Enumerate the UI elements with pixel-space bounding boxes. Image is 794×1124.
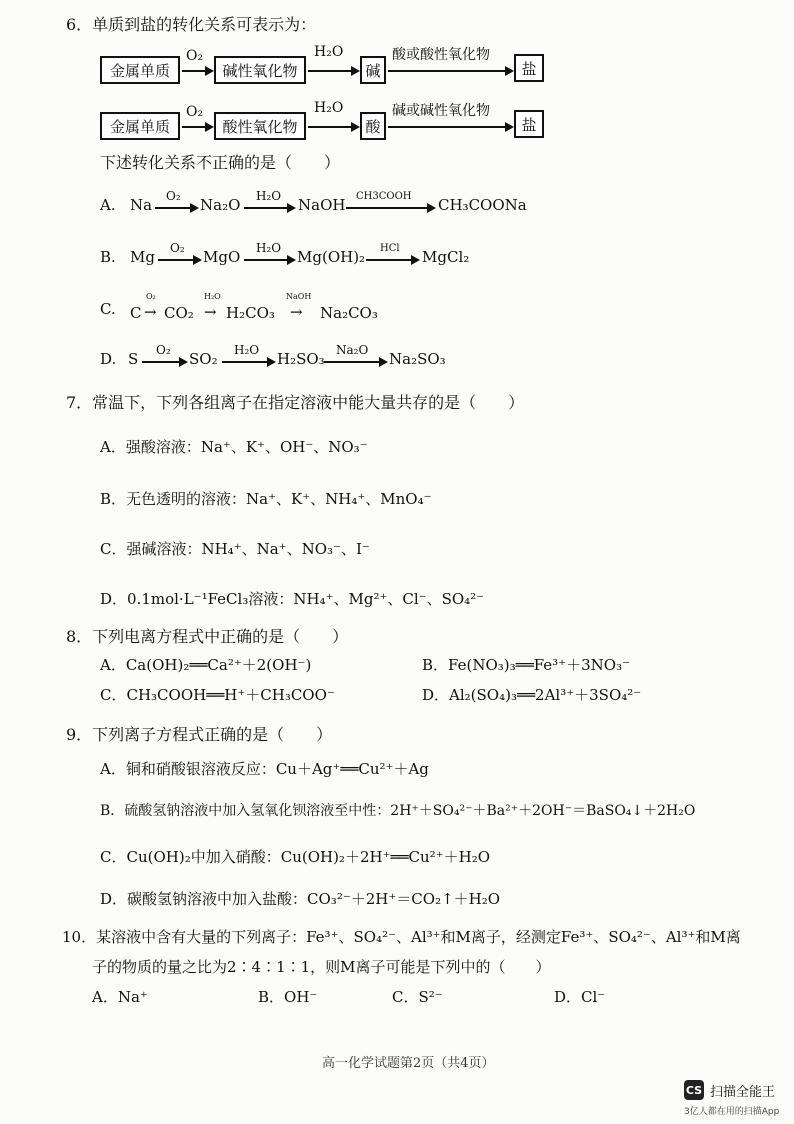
q6-d-r1: O₂ [156,343,171,357]
q8-option-c: C．CH₃COOH══H⁺＋CH₃COO⁻ [100,686,335,704]
q6-row1-box-basic-oxide: 碱性氧化物 [214,56,306,84]
q8-option-d: D．Al₂(SO₄)₃══2Al³⁺＋3SO₄²⁻ [422,686,642,704]
q6-row1-arrow3-label: 酸或酸性氧化物 [392,47,490,63]
q6-a-s4: CH₃COONa [438,196,527,214]
q6-d-s3: H₂SO₃ [277,350,325,368]
q6-b-s3: Mg(OH)₂ [297,248,366,266]
q6-row2-box-acidic-oxide: 酸性氧化物 [214,112,306,140]
q10-option-a: A．Na⁺ [92,988,148,1006]
q6-c-r3: NaOH [286,292,312,301]
scanner-logo-icon: CS [684,1080,704,1100]
q6-row2-arrow3-label: 碱或碱性氧化物 [392,103,490,119]
q6-a-arrow1 [155,207,197,209]
q6-row2-box-acid: 酸 [360,112,386,140]
q6-row2-arrow2-label: H₂O [314,100,344,116]
q6-row1-box-salt: 盐 [514,54,544,82]
q6-row1-arrow2-label: H₂O [314,44,344,60]
q6-a-letter: A. [100,196,116,214]
q7-option-c: C．强碱溶液：NH₄⁺、Na⁺、NO₃⁻、I⁻ [100,540,370,558]
q6-c-s2: CO₂ [164,304,194,322]
q6-row1-arrow3 [388,70,512,72]
q6-d-r3: Na₂O [336,343,369,357]
q6-stem: 6．单质到盐的转化关系可表示为： [66,15,317,34]
q8-option-a: A．Ca(OH)₂══Ca²⁺＋2(OH⁻) [100,656,312,674]
q6-b-r3: HCl [380,243,400,254]
q10-option-d: D．Cl⁻ [554,988,606,1006]
page-footer: 高一化学试题第2页（共4页） [322,1056,495,1071]
q6-row2-arrow1 [182,126,212,128]
q8-option-b: B．Fe(NO₃)₃══Fe³⁺＋3NO₃⁻ [422,656,630,674]
q9-option-b: B．硫酸氢钠溶液中加入氢氧化钡溶液至中性：2H⁺＋SO₄²⁻＋Ba²⁺＋2OH⁻＝BaSO₄↓＋2H₂O [100,803,696,819]
q6-c-r1: O₂ [146,292,156,301]
q9-option-a: A．铜和硝酸银溶液反应：Cu＋Ag⁺══Cu²⁺＋Ag [100,760,429,778]
q6-b-r2: H₂O [256,241,282,255]
q6-b-letter: B. [100,248,116,266]
q9-option-c: C．Cu(OH)₂中加入硝酸：Cu(OH)₂＋2H⁺══Cu²⁺＋H₂O [100,848,491,866]
q6-b-s2: MgO [203,248,241,266]
q10-option-c: C．S²⁻ [392,988,443,1006]
q6-row1-arrow2 [308,70,358,72]
q7-option-a: A．强酸溶液：Na⁺、K⁺、OH⁻、NO₃⁻ [100,438,368,456]
q6-a-s3: NaOH [298,196,346,214]
q10-stem-line2: 子的物质的量之比为2∶4∶1∶1，则M离子可能是下列中的（ ） [92,958,551,976]
q6-c-letter: C. [100,300,116,318]
q6-d-s4: Na₂SO₃ [389,350,446,368]
q6-a-r2: H₂O [256,189,282,203]
q6-row2-box-metal: 金属单质 [100,112,180,140]
q6-d-letter: D. [100,350,117,368]
q6-row1-box-base: 碱 [360,56,386,84]
q6-row1-arrow1 [182,70,212,72]
q6-a-arrow2 [244,207,294,209]
q6-question: 下述转化关系不正确的是（ ） [100,153,341,172]
q6-c-arrow2-glyph: → [204,303,217,321]
q6-b-s4: MgCl₂ [422,248,470,266]
q8-stem: 8．下列电离方程式中正确的是（ ） [66,627,349,646]
q6-c-arrow1-glyph: → [144,303,157,321]
q6-b-arrow3 [366,259,418,261]
q6-row1-box-metal: 金属单质 [100,56,180,84]
q10-stem-line1: 10．某溶液中含有大量的下列离子：Fe³⁺、SO₄²⁻、Al³⁺和M离子，经测定Fe³⁺、SO₄²⁻、Al³⁺和M离 [62,928,741,946]
q6-c-s4: Na₂CO₃ [320,304,378,322]
q6-row2-arrow3 [388,126,512,128]
q6-c-r2: H₂O [204,292,221,301]
q7-option-b: B．无色透明的溶液：Na⁺、K⁺、NH₄⁺、MnO₄⁻ [100,490,432,508]
q6-a-s2: Na₂O [200,196,241,214]
q6-b-r1: O₂ [170,241,185,255]
q6-row2-box-salt: 盐 [514,110,544,138]
q9-stem: 9．下列离子方程式正确的是（ ） [66,725,333,744]
q10-option-b: B．OH⁻ [258,988,318,1006]
q6-d-arrow2 [222,361,274,363]
q6-d-s2: SO₂ [189,350,218,368]
q9-option-d: D．碳酸氢钠溶液中加入盐酸：CO₃²⁻＋2H⁺＝CO₂↑＋H₂O [100,890,501,908]
q7-option-d: D．0.1mol·L⁻¹FeCl₃溶液：NH₄⁺、Mg²⁺、Cl⁻、SO₄²⁻ [100,590,485,608]
q6-a-s1: Na [130,196,153,214]
q6-row2-arrow1-label: O₂ [186,104,204,120]
scanner-tagline: 3亿人都在用的扫描App [684,1107,780,1117]
q7-stem: 7．常温下，下列各组离子在指定溶液中能大量共存的是（ ） [66,393,525,412]
q6-a-arrow3 [346,207,434,209]
q6-b-arrow2 [244,259,294,261]
q6-d-arrow1 [142,361,186,363]
q6-row1-arrow1-label: O₂ [186,48,204,64]
q6-c-s3: H₂CO₃ [226,304,275,322]
q6-c-arrow3-glyph: → [290,303,303,321]
q6-a-r3: CH3COOH [356,191,412,202]
q6-d-s1: S [128,350,139,368]
q6-d-r2: H₂O [234,343,260,357]
q6-c-s1: C [130,304,142,322]
q6-d-arrow3 [324,361,386,363]
q6-row2-arrow2 [308,126,358,128]
q6-a-r1: O₂ [166,189,181,203]
q6-b-arrow1 [158,259,200,261]
q6-b-s1: Mg [130,248,155,266]
scanner-app-name: 扫描全能王 [710,1085,776,1100]
